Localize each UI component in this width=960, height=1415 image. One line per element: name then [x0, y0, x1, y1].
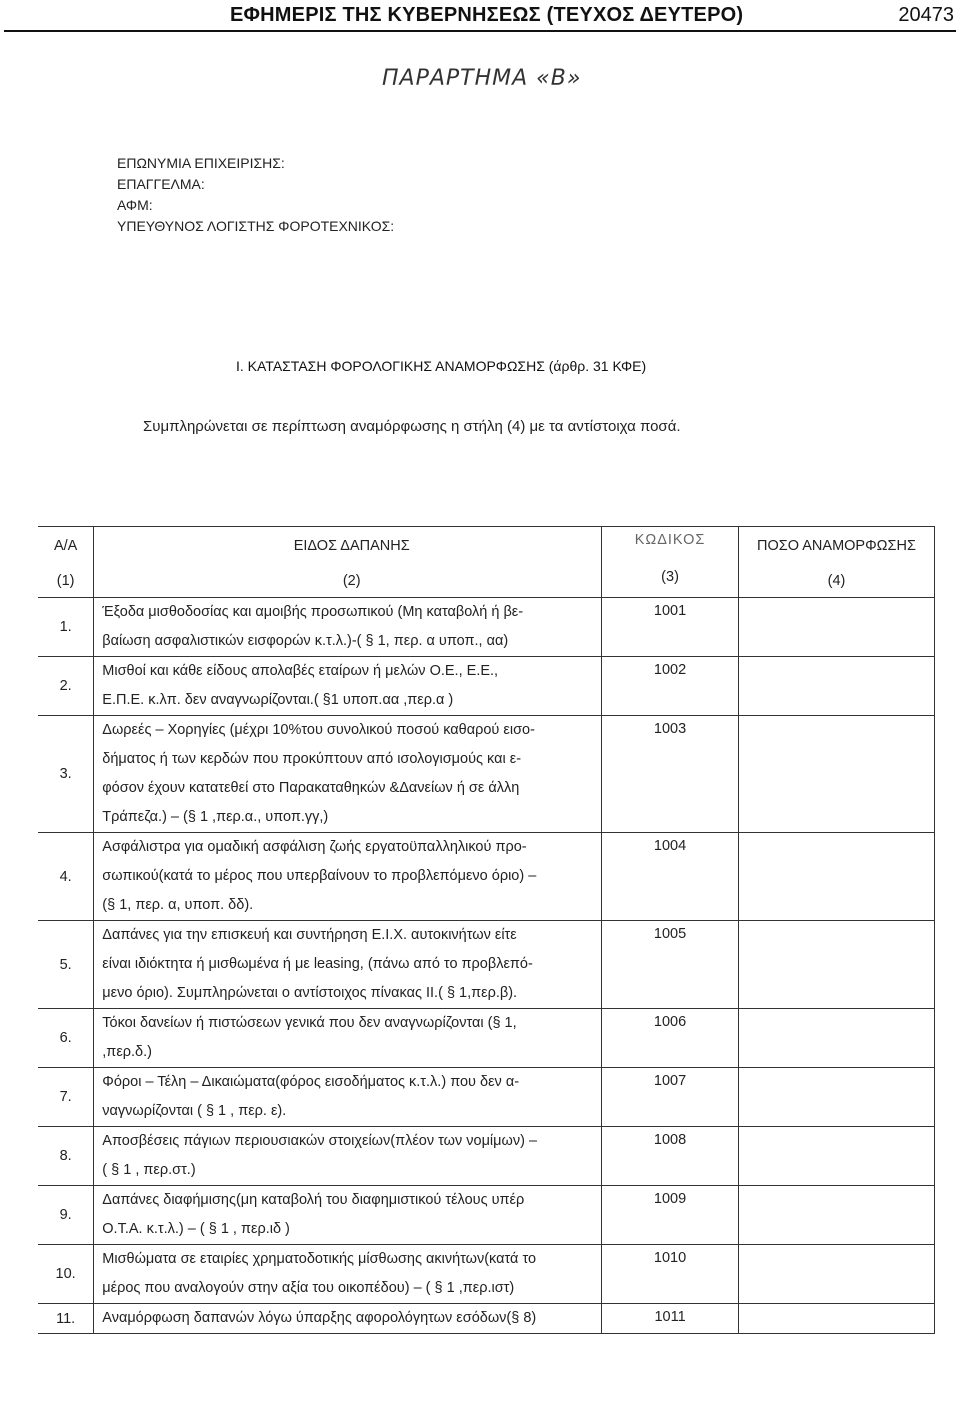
- profession-field: ΕΠΑΓΓΕΛΜΑ:: [117, 176, 205, 192]
- table-body: [38, 598, 935, 1334]
- expense-description: [94, 1186, 602, 1245]
- description-line: Έξοδα μισθοδοσίας και αμοιβής προσωπικού (Μη καταβολή ή βε-: [102, 604, 524, 620]
- expense-description: [94, 598, 602, 657]
- table-column-number-row: [38, 564, 935, 598]
- expense-code: 1002: [602, 657, 739, 716]
- expense-code: 1008: [602, 1127, 739, 1186]
- header-aa: Α/Α: [38, 527, 94, 565]
- adjustment-amount-cell: [738, 1009, 934, 1068]
- table-row: [38, 833, 935, 921]
- page-number: 20473: [898, 4, 954, 26]
- row-number: 7.: [38, 1068, 94, 1127]
- table-row: [38, 1009, 935, 1068]
- description-line: φόσον έχουν κατατεθεί στο Παρακαταθηκών &Δανείων ή σε άλλη: [102, 780, 520, 796]
- table-row: [38, 1186, 935, 1245]
- row-number: 4.: [38, 833, 94, 921]
- table-row: [38, 1245, 935, 1304]
- gazette-title: ΕΦΗΜΕΡΙΣ ΤΗΣ ΚΥΒΕΡΝΗΣΕΩΣ (ΤΕΥΧΟΣ ΔΕΥΤΕΡΟ): [230, 4, 744, 26]
- expense-code: 1005: [602, 921, 739, 1009]
- accountant-field: ΥΠΕΥΘΥΝΟΣ ΛΟΓΙΣΤΗΣ ΦΟΡΟΤΕΧΝΙΚΟΣ:: [117, 218, 395, 234]
- header-expense-type: ΕΙΔΟΣ ΔΑΠΑΝΗΣ: [94, 527, 602, 565]
- annex-heading: ΠΑΡΑΡΤΗΜΑ «Β»: [382, 66, 582, 91]
- table-row: [38, 657, 935, 716]
- expense-description: [94, 1127, 602, 1186]
- description-line: ,περ.δ.): [102, 1044, 152, 1060]
- expense-description: [94, 833, 602, 921]
- table-row: [38, 716, 935, 833]
- row-number: 8.: [38, 1127, 94, 1186]
- description-line: Δαπάνες διαφήμισης(μη καταβολή του διαφημιστικού τέλους υπέρ: [102, 1192, 525, 1208]
- company-name-field: ΕΠΩΝΥΜΙΑ ΕΠΙΧΕΙΡΙΣΗΣ:: [117, 155, 285, 171]
- table-row: [38, 1127, 935, 1186]
- expense-code: 1001: [602, 598, 739, 657]
- row-number: 6.: [38, 1009, 94, 1068]
- description-line: μενο όριο). Συμπληρώνεται ο αντίστοιχος πίνακας ΙΙ.( § 1,περ.β).: [102, 985, 518, 1001]
- expense-description: [94, 1304, 602, 1334]
- row-number: 2.: [38, 657, 94, 716]
- description-line: ( § 1 , περ.στ.): [102, 1162, 196, 1178]
- section-title: I. ΚΑΤΑΣΤΑΣΗ ΦΟΡΟΛΟΓΙΚΗΣ ΑΝΑΜΟΡΦΩΣΗΣ (άρθρ. 31 ΚΦΕ): [236, 358, 647, 374]
- row-number: 11.: [38, 1304, 94, 1334]
- header-num-3: (3): [602, 564, 739, 598]
- expense-code: 1006: [602, 1009, 739, 1068]
- section-note: Συμπληρώνεται σε περίπτωση αναμόρφωσης η στήλη (4) με τα αντίστοιχα ποσά.: [143, 418, 681, 435]
- description-line: δήματος ή των κερδών που προκύπτουν από ισολογισμούς και ε-: [102, 751, 522, 767]
- description-line: μέρος που αναλογούν στην αξία του οικοπέδου) – ( § 1 ,περ.ιστ): [102, 1280, 515, 1296]
- table-row: [38, 598, 935, 657]
- adjustment-amount-cell: [738, 598, 934, 657]
- row-number: 9.: [38, 1186, 94, 1245]
- page-header: [0, 0, 960, 32]
- header-num-2: (2): [94, 564, 602, 598]
- description-line: βαίωση ασφαλιστικών εισφορών κ.τ.λ.)-( § 1, περ. α υποπ., αα): [102, 633, 509, 649]
- expense-description: [94, 1009, 602, 1068]
- description-line: Αναμόρφωση δαπανών λόγω ύπαρξης αφορολόγητων εσόδων(§ 8): [102, 1310, 537, 1326]
- expense-description: [94, 657, 602, 716]
- description-line: Φόροι – Τέλη – Δικαιώματα(φόρος εισοδήματος κ.τ.λ.) που δεν α-: [102, 1074, 520, 1090]
- expense-description: [94, 1245, 602, 1304]
- description-line: ναγνωρίζονται ( § 1 , περ. ε).: [102, 1103, 287, 1119]
- description-line: Δαπάνες για την επισκευή και συντήρηση Ε.Ι.Χ. αυτοκινήτων είτε: [102, 927, 517, 943]
- adjustment-amount-cell: [738, 833, 934, 921]
- header-amount: ΠΟΣΟ ΑΝΑΜΟΡΦΩΣΗΣ: [738, 527, 934, 565]
- description-line: Μισθώματα σε εταιρίες χρηματοδοτικής μίσθωσης ακινήτων(κατά το: [102, 1251, 537, 1267]
- table-header-row: [38, 527, 935, 565]
- adjustment-amount-cell: [738, 716, 934, 833]
- description-line: Τράπεζα.) – (§ 1 ,περ.α., υποπ.γγ,): [102, 809, 329, 825]
- row-number: 1.: [38, 598, 94, 657]
- description-line: Τόκοι δανείων ή πιστώσεων γενικά που δεν αναγνωρίζονται (§ 1,: [102, 1015, 517, 1031]
- company-fields: [117, 153, 394, 237]
- expense-code: 1007: [602, 1068, 739, 1127]
- expense-description: [94, 716, 602, 833]
- adjustment-amount-cell: [738, 657, 934, 716]
- description-line: είναι ιδιόκτητα ή μισθωμένα ή με leasing, (πάνω από το προβλεπό-: [102, 956, 533, 972]
- adjustment-amount-cell: [738, 921, 934, 1009]
- adjustment-amount-cell: [738, 1186, 934, 1245]
- header-rule: [4, 30, 956, 32]
- header-num-4: (4): [738, 564, 934, 598]
- description-line: Ασφάλιστρα για ομαδική ασφάλιση ζωής εργατοϋπαλληλικού προ-: [102, 839, 527, 855]
- tax-id-field: ΑΦΜ:: [117, 197, 153, 213]
- adjustment-amount-cell: [738, 1304, 934, 1334]
- header-code: ΚΩΔΙΚΟΣ: [602, 527, 739, 565]
- description-line: (§ 1, περ. α, υποπ. δδ).: [102, 897, 254, 913]
- adjustment-table: [38, 526, 935, 1334]
- description-line: σωπικού(κατά το μέρος που υπερβαίνουν το προβλεπόμενο όριο) –: [102, 868, 537, 884]
- description-line: Ε.Π.Ε. κ.λπ. δεν αναγνωρίζονται.( §1 υποπ.αα ,περ.α ): [102, 692, 454, 708]
- description-line: Μισθοί και κάθε είδους απολαβές εταίρων ή μελών Ο.Ε., Ε.Ε.,: [102, 663, 499, 679]
- description-line: Αποσβέσεις πάγιων περιουσιακών στοιχείων(πλέον των νομίμων) –: [102, 1133, 538, 1149]
- table-row: [38, 921, 935, 1009]
- expense-code: 1004: [602, 833, 739, 921]
- expense-description: [94, 921, 602, 1009]
- header-num-1: (1): [38, 564, 94, 598]
- row-number: 3.: [38, 716, 94, 833]
- table-row: [38, 1304, 935, 1334]
- description-line: Δωρεές – Χορηγίες (μέχρι 10%του συνολικού ποσού καθαρού εισο-: [102, 722, 535, 738]
- row-number: 10.: [38, 1245, 94, 1304]
- expense-code: 1009: [602, 1186, 739, 1245]
- adjustment-amount-cell: [738, 1068, 934, 1127]
- expense-description: [94, 1068, 602, 1127]
- row-number: 5.: [38, 921, 94, 1009]
- adjustment-amount-cell: [738, 1245, 934, 1304]
- adjustment-amount-cell: [738, 1127, 934, 1186]
- table-row: [38, 1068, 935, 1127]
- description-line: Ο.Τ.Α. κ.τ.λ.) – ( § 1 , περ.ιδ ): [102, 1221, 290, 1237]
- expense-code: 1011: [602, 1304, 739, 1334]
- expense-code: 1003: [602, 716, 739, 833]
- expense-code: 1010: [602, 1245, 739, 1304]
